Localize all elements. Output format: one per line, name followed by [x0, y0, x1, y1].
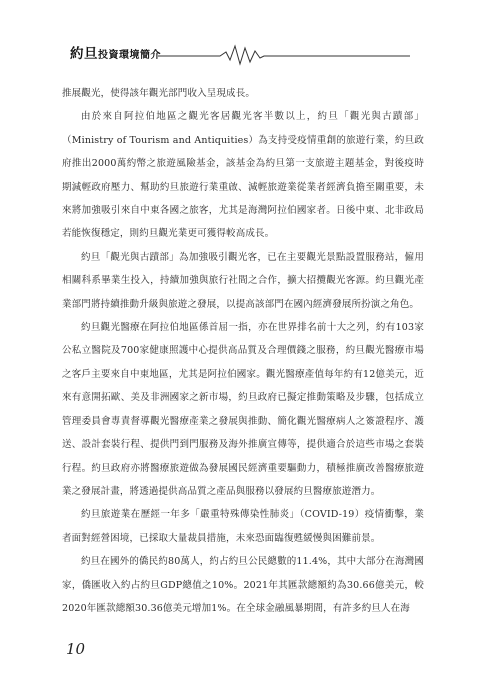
paragraph: 約旦觀光醫療在阿拉伯地區係首屈一指，亦在世界排名前十大之列，約有103家公私立醫院及700家健康照護中心提供高品質及合理價錢之服務，約旦觀光醫療市場之客戶主要來自中東地區，尤其是阿拉伯國家。觀光醫療產值每年約有12億美元，近來有意開拓歐、美及非洲國家之新市場，約旦政府已擬定推動策略及步驟，包括成立管理委員會專責督導觀光醫療產業之發展與推動、簡化觀光醫療病人之簽證程序、護送、設計套裝行程、提供門到門服務及海外推廣宣傳等，提供適合於這些市場之套裝行程。約旦政府亦將醫療旅遊做為發展國民經濟重要驅動力，積極推廣改善醫療旅遊業之發展計畫，將透過提供高品質之產品與服務以發展約旦醫療旅遊潛力。 [62, 322, 424, 497]
paragraph: 推展觀光，使得該年觀光部門收入呈現成長。 [62, 88, 256, 99]
header-title [70, 42, 161, 62]
paragraph: 約旦在國外的僑民約80萬人，約占約旦公民總數的11.4%，其中大部分在海灣國家，僑匯收入約占約旦GDP總值之10%。2021年其匯款總額約為30.66億美元，較2020年匯款總額30.36億美元增加1%。在全球金融風暴期間，有許多約旦人在海 [62, 556, 424, 614]
running-header [70, 38, 410, 68]
page-number: 10 [66, 640, 86, 658]
header-title-main: 約旦 [70, 46, 98, 62]
body-text [62, 82, 424, 620]
header-title-sub: 投資環境簡介 [98, 50, 161, 61]
paragraph: 約旦「觀光與古蹟部」為加強吸引觀光客，已在主要觀光景點設置服務站，僱用相關科系畢業生投入，持續加強與旅行社間之合作，擴大招攬觀光客源。約旦觀光產業部門將持續推動升級與旅遊之發展，以提高該部門在國內經濟發展所扮演之角色。 [62, 251, 424, 310]
paragraph: 約旦旅遊業在歷經一年多「嚴重特殊傳染性肺炎」（COVID-19）疫情衝擊，業者面對經營困境，已採取大量裁員措施，未來恐面臨復甦緩慢與困難前景。 [62, 509, 424, 544]
paragraph: 由於來自阿拉伯地區之觀光客居觀光客半數以上，約旦「觀光與古蹟部」（Ministry of Tourism and Antiquities）為支持受疫情重創的旅遊行業，約旦政府推出2000萬約幣之旅遊風險基金，該基金為約旦第一支旅遊主題基金，對後疫時期減輕政府壓力、幫助約旦旅遊行業重啟、減輕旅遊業從業者經濟負擔至關重要，未來將加強吸引來自中東各國之旅客，尤其是海灣阿拉伯國家者。日後中東、北非政局若能恢復穩定，則約旦觀光業更可獲得較高成長。 [62, 111, 424, 240]
